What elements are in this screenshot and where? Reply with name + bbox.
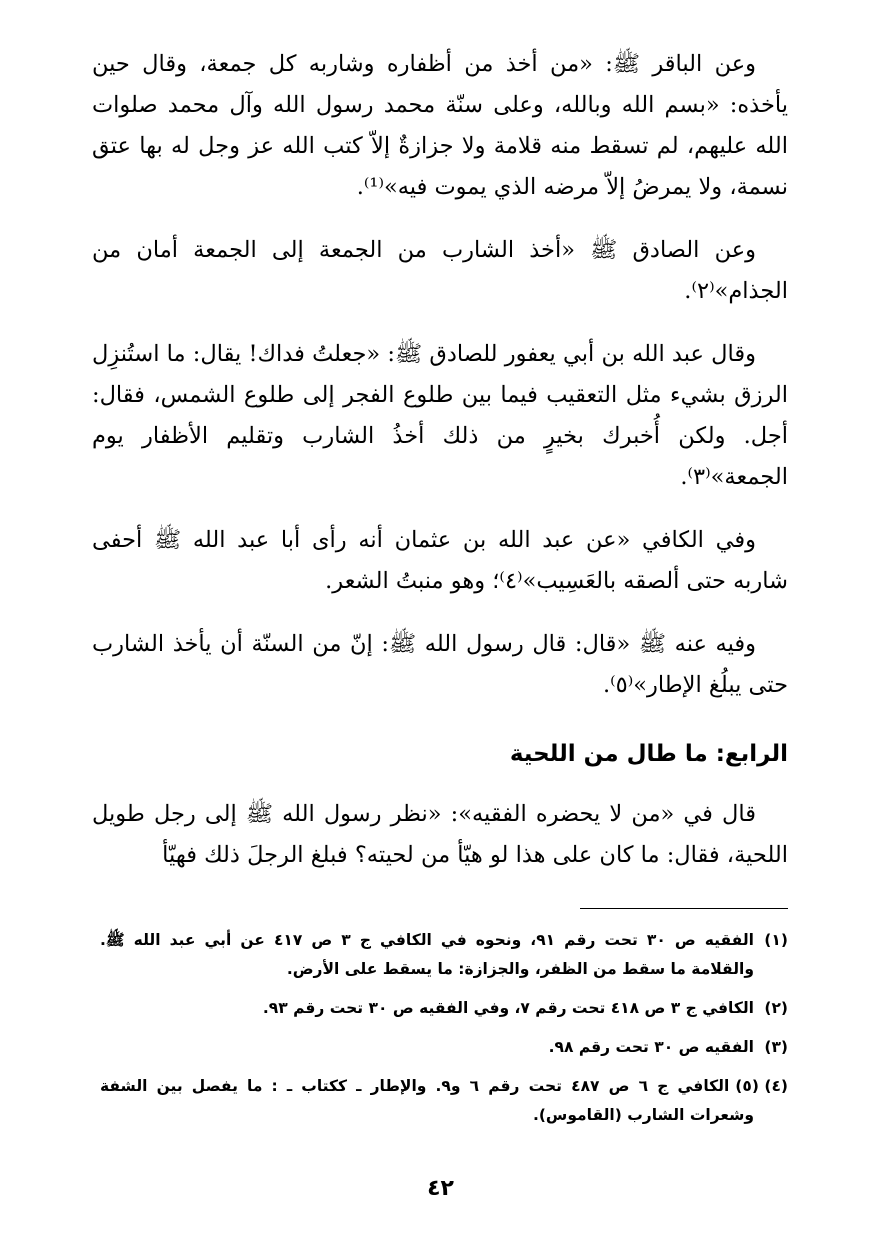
paragraph-al-kafi: وفي الكافي «عن عبد الله بن عثمان أنه رأى أبا عبد الله ﷺ أحفى شاربه حتى ألصقه بالعَسِيب»⁽٤⁾؛ وهو منبتُ الشعر. — [92, 527, 788, 594]
footnote-mark: (٢) — [764, 999, 788, 1017]
footnote-text: الكافي ج ٦ ص ٤٨٧ تحت رقم ٦ و٩. والإطار ـ ككتاب ـ : ما يفصل بين الشفة وشعرات الشارب (القاموس). — [100, 1077, 754, 1124]
footnote-text: الفقيه ص ٣٠ تحت رقم ٩٨. — [548, 1038, 754, 1056]
page-body — [92, 44, 788, 898]
paragraph-sunnah: وفيه عنه ﷺ «قال: قال رسول الله ﷺ: إنّ من السنّة أن يأخذ الشارب حتى يبلُغ الإطار»⁽٥⁾. — [92, 631, 788, 698]
footnote-mark: (٤) (٥) — [735, 1077, 788, 1095]
paragraph-al-baqir: وعن الباقر ﷺ: «من أخذ من أظفاره وشاربه كل جمعة، وقال حين يأخذه: «بسم الله وبالله، وعلى سنّة محمد رسول الله وآل محمد صلوات الله عليهم، لم تسقط منه قلامة ولا جزازةٌ إلاّ كتب الله عز وجل له بها عتق نسمة، ولا يمرضُ إلاّ مرضه الذي يموت فيه»⁽¹⁾. — [92, 51, 788, 200]
footnote-mark: (١) — [764, 931, 788, 949]
footnote-divider — [580, 908, 788, 909]
footnote-item — [100, 1072, 788, 1130]
paragraph-al-sadiq: وعن الصادق ﷺ «أخذ الشارب من الجمعة إلى الجمعة أمان من الجذام»⁽٢⁾. — [92, 237, 788, 304]
page-number: ٤٢ — [427, 1176, 454, 1201]
footnotes — [100, 926, 788, 1140]
section-heading: الرابع: ما طال من اللحية — [509, 741, 788, 767]
footnote-item — [100, 994, 788, 1023]
footnote-item — [100, 1033, 788, 1062]
footnote-text: الكافي ج ٣ ص ٤١٨ تحت رقم ٧، وفي الفقيه ص ٣٠ تحت رقم ٩٣. — [262, 999, 754, 1017]
footnote-text: الفقيه ص ٣٠ تحت رقم ٩١، ونحوه في الكافي ج ٣ ص ٤١٧ عن أبي عبد الله ﷺ. والقلامة ما سقط من الظفر، والجزازة: ما يسقط على الأرض. — [100, 931, 754, 978]
paragraph-ibn-abi-yafur: وقال عبد الله بن أبي يعفور للصادق ﷺ: «جعلتُ فداك! يقال: ما استُنزِل الرزق بشيء مثل التعقيب فيما بين طلوع الفجر إلى طلوع الشمس، فقال: أجل. ولكن أُخبرك بخيرٍ من ذلك أخذُ الشارب وتقليم الأظفار يوم الجمعة»⁽٣⁾. — [92, 341, 788, 490]
paragraph-faqih: قال في «من لا يحضره الفقيه»: «نظر رسول الله ﷺ إلى رجل طويل اللحية، فقال: ما كان على هذا لو هيّأ من لحيته؟ فبلغ الرجلَ ذلك فهيّأ — [92, 801, 788, 868]
footnote-mark: (٣) — [764, 1038, 788, 1056]
footnote-item — [100, 926, 788, 984]
